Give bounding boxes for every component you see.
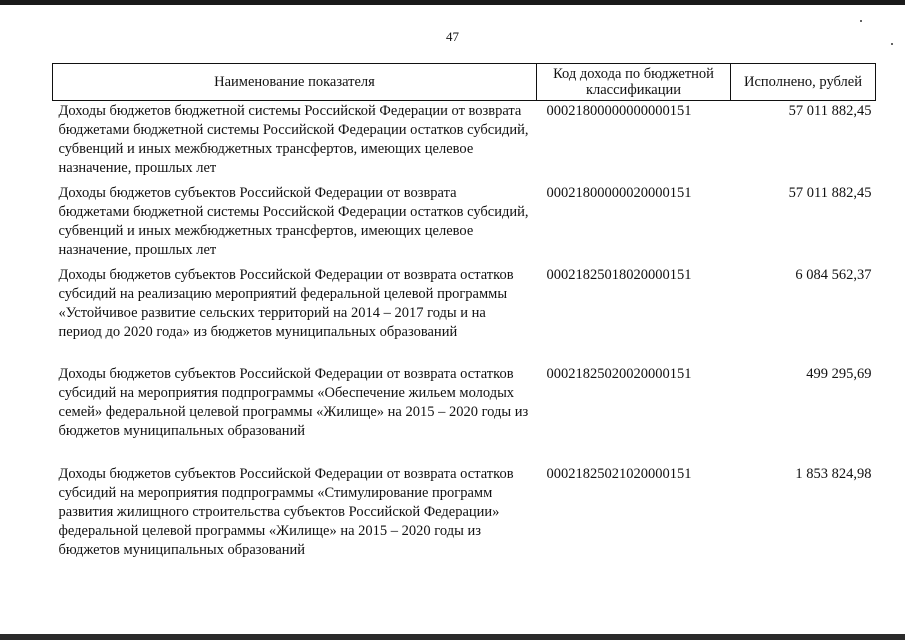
header-income-code: Код дохода по бюджетной классификации <box>537 64 731 101</box>
header-executed-amount: Исполнено, рублей <box>731 64 876 101</box>
executed-amount: 6 084 562,37 <box>795 266 872 283</box>
table-row <box>53 183 876 265</box>
page-number: 47 <box>446 29 459 44</box>
income-code: 00021825018020000151 <box>546 266 692 283</box>
scan-top-edge <box>0 0 905 5</box>
revenue-table <box>52 63 876 560</box>
table-row <box>53 364 876 464</box>
executed-amount: 1 853 824,98 <box>795 465 872 482</box>
executed-amount: 57 011 882,45 <box>788 103 872 119</box>
executed-amount: 57 011 882,45 <box>788 184 872 201</box>
indicator-name: Доходы бюджетов субъектов Российской Федерации от возврата остатков субсидий на мероприятия подпрограммы «Обеспечение жильем молодых семей» федеральной целевой программы «Жилище» на 2015 – 2020 годы из бюджетов муниципальных образований <box>58 365 529 439</box>
table-row <box>53 101 876 183</box>
income-code: 00021800000000000151 <box>546 103 692 119</box>
table-row <box>53 464 876 560</box>
indicator-name: Доходы бюджетов субъектов Российской Федерации от возврата остатков субсидий на реализацию мероприятий федеральной целевой программы «Устойчивое развитие сельских территорий на 2014 – 2017 годы и на период до 2020 года» из бюджетов муниципальных образований <box>58 266 514 340</box>
scan-bottom-edge <box>0 634 905 640</box>
header-indicator-name: Наименование показателя <box>53 64 537 101</box>
income-code: 00021800000020000151 <box>546 184 692 201</box>
income-code: 00021825021020000151 <box>546 465 692 482</box>
table-row <box>53 265 876 364</box>
indicator-name: Доходы бюджетов субъектов Российской Федерации от возврата остатков субсидий на мероприятия подпрограммы «Стимулирование программ развития жилищного строительства субъектов Российской Федерации» федеральной целевой программы «Жилище» на 2015 – 2020 годы из бюджетов муниципальных образований <box>58 465 514 558</box>
scan-speck <box>860 20 862 22</box>
executed-amount: 499 295,69 <box>806 365 872 382</box>
income-code: 00021825020020000151 <box>546 365 692 382</box>
indicator-name: Доходы бюджетов бюджетной системы Российской Федерации от возврата бюджетами бюджетной системы Российской Федерации остатков субсидий, субвенций и иных межбюджетных трансфертов, имеющих целевое назначение, прошлых лет <box>58 103 529 176</box>
table-header-row <box>53 64 876 101</box>
indicator-name: Доходы бюджетов субъектов Российской Федерации от возврата бюджетами бюджетной системы Российской Федерации остатков субсидий, субвенций и иных межбюджетных трансфертов, имеющих целевое назначение, прошлых лет <box>58 184 529 258</box>
